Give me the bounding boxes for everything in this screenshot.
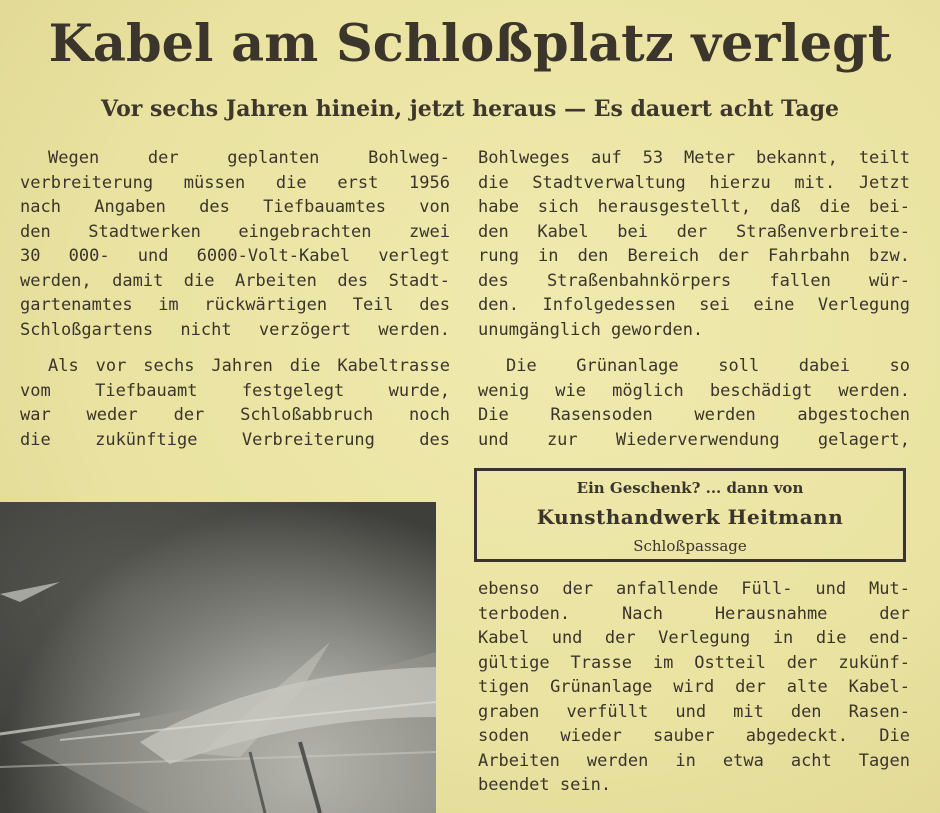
text-line: den. Infolgedessen sei eine Verlegung	[478, 295, 910, 315]
text-line: Die Rasensoden werden abgestochen	[478, 405, 910, 425]
ad-business-name: Kunsthandwerk Heitmann	[536, 505, 844, 529]
text-line: Arbeiten werden in etwa acht Tagen	[478, 750, 910, 771]
text-line: habe sich herausgestellt, daß die bei-	[478, 197, 910, 217]
text-line: und zur Wiederverwendung gelagert,	[478, 429, 910, 450]
headline: Kabel am Schloßplatz verlegt	[48, 14, 892, 74]
text-line: graben verfüllt und mit den Rasen-	[478, 701, 910, 722]
left-paragraph-1	[20, 146, 450, 342]
text-line: den Stadtwerken eingebrachten zwei	[20, 221, 450, 242]
text-line: tigen Grünanlage wird der alte Kabel-	[478, 677, 910, 697]
text-line: beendet sein.	[478, 775, 612, 795]
text-line: war weder der Schloßabbruch noch	[20, 405, 450, 425]
right-paragraph-1	[478, 146, 910, 342]
text-line: des Straßenbahnkörpers fallen wür-	[478, 270, 910, 291]
text-line: Die Grünanlage soll dabei so	[506, 356, 910, 376]
right-paragraph-3	[478, 577, 910, 798]
text-line: 30 000- und 6000-Volt-Kabel verlegt	[20, 246, 450, 266]
text-line: werden, damit die Arbeiten des Stadt-	[20, 270, 450, 291]
ad-location: Schloßpassage	[633, 537, 747, 555]
text-line: rung in den Bereich der Fahrbahn bzw.	[478, 246, 910, 266]
ad-tagline: Ein Geschenk? ... dann von	[576, 479, 804, 497]
text-line: vom Tiefbauamt festgelegt wurde,	[20, 380, 450, 401]
text-line: die zukünftige Verbreiterung des	[20, 429, 450, 450]
text-line: Wegen der geplanten Bohlweg-	[48, 148, 450, 168]
text-line: Schloßgartens nicht verzögert werden.	[20, 319, 450, 340]
left-paragraph-2	[20, 354, 450, 452]
text-line: Bohlweges auf 53 Meter bekannt, teilt	[478, 148, 910, 168]
text-line: soden wieder sauber abgedeckt. Die	[478, 726, 910, 746]
left-column	[20, 146, 450, 452]
text-line: die Stadtverwaltung hierzu mit. Jetzt	[478, 172, 910, 193]
news-photo	[0, 502, 436, 813]
right-column-bottom	[478, 577, 910, 798]
text-line: verbreiterung müssen die erst 1956	[20, 172, 450, 193]
photo-illustration	[0, 502, 436, 813]
text-line: wenig wie möglich beschädigt werden.	[478, 380, 910, 401]
text-line: gartenamtes im rückwärtigen Teil des	[20, 295, 450, 315]
text-line: gültige Trasse im Ostteil der zukünf-	[478, 652, 910, 673]
advertisement-box	[474, 468, 906, 562]
text-line: unumgänglich geworden.	[478, 319, 704, 340]
text-line: terboden. Nach Herausnahme der	[478, 603, 910, 624]
right-paragraph-2	[478, 354, 910, 452]
text-line: ebenso der anfallende Füll- und Mut-	[478, 579, 910, 599]
text-line: nach Angaben des Tiefbauamtes von	[20, 197, 450, 217]
text-line: Kabel und der Verlegung in die end-	[478, 628, 910, 648]
right-column-top	[478, 146, 910, 452]
subheadline: Vor sechs Jahren hinein, jetzt heraus — Es dauert acht Tage	[101, 96, 839, 122]
text-line: den Kabel bei der Straßenverbreite-	[478, 221, 910, 242]
text-line: Als vor sechs Jahren die Kabeltrasse	[48, 356, 450, 376]
